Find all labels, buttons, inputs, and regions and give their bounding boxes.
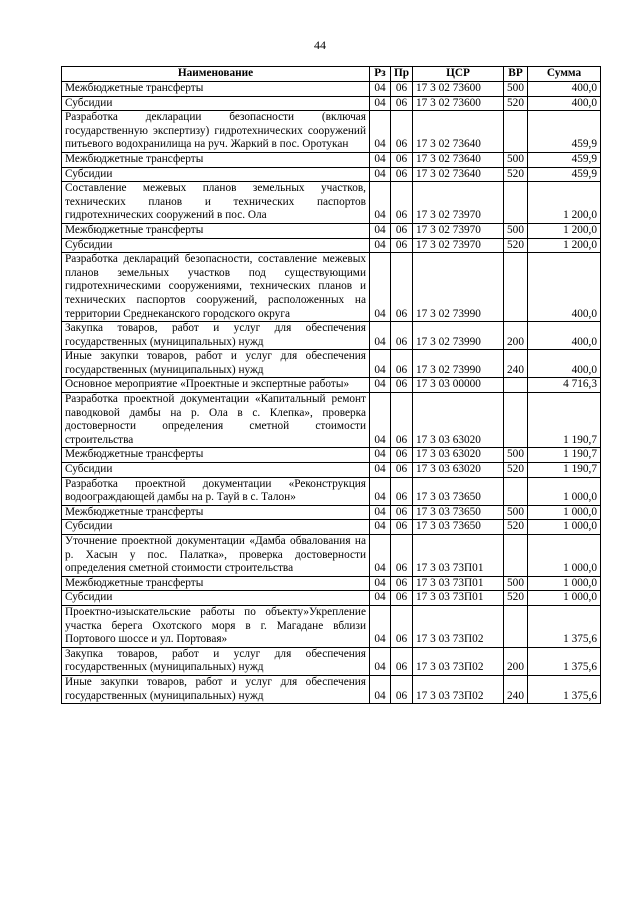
cell-sum: 4 716,3	[528, 378, 601, 393]
cell-sum: 400,0	[528, 350, 601, 378]
cell-rz: 04	[370, 647, 391, 675]
cell-rz: 04	[370, 111, 391, 153]
cell-name: Закупка товаров, работ и услуг для обеспечения государственных (муниципальных) нужд	[62, 647, 370, 675]
cell-name: Разработка деклараций безопасности, составление межевых планов земельных участков под существующими гидротехническими сооружениями, технических планов и технических паспортов сооружений, расположенных на территории Среднеканского городского округа	[62, 253, 370, 322]
cell-rz: 04	[370, 393, 391, 448]
table-row	[62, 477, 601, 505]
cell-csr: 17 3 02 73970	[413, 238, 504, 253]
cell-csr: 17 3 02 73990	[413, 322, 504, 350]
cell-sum: 1 190,7	[528, 393, 601, 448]
cell-name: Межбюджетные трансферты	[62, 223, 370, 238]
cell-pr: 06	[391, 350, 413, 378]
cell-csr: 17 3 02 73990	[413, 350, 504, 378]
cell-csr: 17 3 03 00000	[413, 378, 504, 393]
cell-name: Основное мероприятие «Проектные и экспертные работы»	[62, 378, 370, 393]
cell-sum: 1 375,6	[528, 605, 601, 647]
table-row	[62, 96, 601, 111]
cell-rz: 04	[370, 182, 391, 224]
cell-sum: 1 000,0	[528, 520, 601, 535]
table-row	[62, 350, 601, 378]
cell-vr: 520	[504, 96, 528, 111]
table-row	[62, 393, 601, 448]
cell-pr: 06	[391, 647, 413, 675]
cell-name: Субсидии	[62, 96, 370, 111]
column-header-vr: ВР	[504, 67, 528, 82]
cell-csr: 17 3 02 73970	[413, 223, 504, 238]
cell-rz: 04	[370, 238, 391, 253]
budget-table	[61, 66, 601, 704]
cell-rz: 04	[370, 253, 391, 322]
cell-vr: 520	[504, 463, 528, 478]
column-header-sum: Сумма	[528, 67, 601, 82]
cell-pr: 06	[391, 96, 413, 111]
cell-vr: 240	[504, 350, 528, 378]
cell-sum: 459,9	[528, 111, 601, 153]
cell-vr: 500	[504, 152, 528, 167]
cell-sum: 400,0	[528, 96, 601, 111]
cell-sum: 1 000,0	[528, 505, 601, 520]
cell-vr: 520	[504, 238, 528, 253]
table-row	[62, 253, 601, 322]
cell-pr: 06	[391, 167, 413, 182]
cell-sum: 400,0	[528, 322, 601, 350]
cell-csr: 17 3 02 73640	[413, 111, 504, 153]
cell-vr	[504, 393, 528, 448]
cell-vr	[504, 253, 528, 322]
table-row	[62, 111, 601, 153]
cell-sum: 1 200,0	[528, 223, 601, 238]
cell-vr	[504, 111, 528, 153]
cell-csr: 17 3 03 73П01	[413, 535, 504, 577]
table-row	[62, 591, 601, 606]
table-row	[62, 535, 601, 577]
cell-rz: 04	[370, 378, 391, 393]
cell-csr: 17 3 02 73600	[413, 82, 504, 97]
cell-rz: 04	[370, 463, 391, 478]
cell-pr: 06	[391, 378, 413, 393]
cell-pr: 06	[391, 238, 413, 253]
cell-pr: 06	[391, 505, 413, 520]
cell-name: Уточнение проектной документации «Дамба обвалования на р. Хасын у пос. Палатка», проверка достоверности определения сметной стоимости строительства	[62, 535, 370, 577]
table-row	[62, 322, 601, 350]
cell-name: Субсидии	[62, 520, 370, 535]
cell-rz: 04	[370, 322, 391, 350]
cell-sum: 459,9	[528, 167, 601, 182]
cell-sum: 1 200,0	[528, 182, 601, 224]
cell-pr: 06	[391, 322, 413, 350]
cell-csr: 17 3 03 73П02	[413, 647, 504, 675]
cell-rz: 04	[370, 520, 391, 535]
column-header-name: Наименование	[62, 67, 370, 82]
cell-vr: 500	[504, 576, 528, 591]
cell-rz: 04	[370, 477, 391, 505]
cell-name: Разработка проектной документации «Капитальный ремонт паводковой дамбы на р. Ола в с. Клепка», проверка достоверности определения сметной стоимости строительства	[62, 393, 370, 448]
cell-csr: 17 3 03 73П01	[413, 576, 504, 591]
cell-rz: 04	[370, 96, 391, 111]
table-row	[62, 463, 601, 478]
cell-pr: 06	[391, 535, 413, 577]
cell-vr	[504, 605, 528, 647]
table-row	[62, 448, 601, 463]
cell-rz: 04	[370, 152, 391, 167]
cell-pr: 06	[391, 605, 413, 647]
cell-vr: 520	[504, 167, 528, 182]
cell-csr: 17 3 03 63020	[413, 463, 504, 478]
cell-vr: 240	[504, 675, 528, 703]
cell-rz: 04	[370, 535, 391, 577]
cell-sum: 1 000,0	[528, 576, 601, 591]
cell-name: Закупка товаров, работ и услуг для обеспечения государственных (муниципальных) нужд	[62, 322, 370, 350]
cell-sum: 1 190,7	[528, 463, 601, 478]
cell-pr: 06	[391, 82, 413, 97]
cell-name: Разработка декларации безопасности (включая государственную экспертизу) гидротехнических сооружений питьевого водохранилища на руч. Жаркий в пос. Оротукан	[62, 111, 370, 153]
cell-name: Межбюджетные трансферты	[62, 82, 370, 97]
cell-sum: 1 375,6	[528, 647, 601, 675]
cell-vr: 500	[504, 223, 528, 238]
cell-vr: 500	[504, 448, 528, 463]
cell-csr: 17 3 02 73990	[413, 253, 504, 322]
cell-sum: 1 375,6	[528, 675, 601, 703]
cell-name: Иные закупки товаров, работ и услуг для обеспечения государственных (муниципальных) нужд	[62, 350, 370, 378]
cell-rz: 04	[370, 82, 391, 97]
cell-csr: 17 3 02 73640	[413, 152, 504, 167]
table-row	[62, 223, 601, 238]
cell-vr	[504, 182, 528, 224]
cell-csr: 17 3 03 73650	[413, 477, 504, 505]
cell-vr: 520	[504, 591, 528, 606]
cell-pr: 06	[391, 463, 413, 478]
table-row	[62, 167, 601, 182]
cell-vr: 520	[504, 520, 528, 535]
cell-pr: 06	[391, 675, 413, 703]
cell-name: Проектно-изыскательские работы по объекту»Укрепление участка берега Охотского моря в г. Магадане вблизи Портового шоссе и ул. Портовая»	[62, 605, 370, 647]
table-row	[62, 182, 601, 224]
cell-name: Межбюджетные трансферты	[62, 505, 370, 520]
table-row	[62, 647, 601, 675]
column-header-csr: ЦСР	[413, 67, 504, 82]
table-row	[62, 152, 601, 167]
cell-sum: 1 200,0	[528, 238, 601, 253]
cell-rz: 04	[370, 167, 391, 182]
table-row	[62, 576, 601, 591]
cell-pr: 06	[391, 182, 413, 224]
cell-sum: 1 000,0	[528, 535, 601, 577]
page-number: 44	[314, 38, 326, 52]
cell-csr: 17 3 03 73П02	[413, 675, 504, 703]
cell-rz: 04	[370, 675, 391, 703]
cell-pr: 06	[391, 576, 413, 591]
table-body	[62, 82, 601, 704]
cell-csr: 17 3 03 73650	[413, 520, 504, 535]
table-row	[62, 378, 601, 393]
cell-pr: 06	[391, 393, 413, 448]
column-header-pr: Пр	[391, 67, 413, 82]
cell-sum: 400,0	[528, 82, 601, 97]
cell-name: Межбюджетные трансферты	[62, 152, 370, 167]
cell-pr: 06	[391, 111, 413, 153]
cell-name: Субсидии	[62, 591, 370, 606]
cell-vr	[504, 477, 528, 505]
table-row	[62, 82, 601, 97]
cell-pr: 06	[391, 448, 413, 463]
cell-csr: 17 3 03 73П02	[413, 605, 504, 647]
cell-sum: 1 000,0	[528, 591, 601, 606]
cell-rz: 04	[370, 448, 391, 463]
cell-sum: 400,0	[528, 253, 601, 322]
cell-pr: 06	[391, 152, 413, 167]
cell-rz: 04	[370, 223, 391, 238]
cell-rz: 04	[370, 576, 391, 591]
cell-name: Межбюджетные трансферты	[62, 448, 370, 463]
cell-pr: 06	[391, 591, 413, 606]
cell-name: Межбюджетные трансферты	[62, 576, 370, 591]
table-row	[62, 520, 601, 535]
cell-vr	[504, 378, 528, 393]
cell-csr: 17 3 02 73640	[413, 167, 504, 182]
cell-csr: 17 3 03 63020	[413, 393, 504, 448]
cell-pr: 06	[391, 223, 413, 238]
cell-rz: 04	[370, 605, 391, 647]
table-row	[62, 675, 601, 703]
cell-vr	[504, 535, 528, 577]
cell-name: Иные закупки товаров, работ и услуг для обеспечения государственных (муниципальных) нужд	[62, 675, 370, 703]
table-header-row	[62, 67, 601, 82]
cell-name: Субсидии	[62, 463, 370, 478]
cell-pr: 06	[391, 253, 413, 322]
cell-pr: 06	[391, 477, 413, 505]
cell-csr: 17 3 02 73600	[413, 96, 504, 111]
cell-vr: 500	[504, 505, 528, 520]
table-row	[62, 238, 601, 253]
cell-rz: 04	[370, 591, 391, 606]
cell-csr: 17 3 03 73П01	[413, 591, 504, 606]
cell-csr: 17 3 02 73970	[413, 182, 504, 224]
cell-csr: 17 3 03 63020	[413, 448, 504, 463]
cell-name: Субсидии	[62, 238, 370, 253]
cell-csr: 17 3 03 73650	[413, 505, 504, 520]
cell-vr: 200	[504, 647, 528, 675]
cell-sum: 1 000,0	[528, 477, 601, 505]
cell-name: Субсидии	[62, 167, 370, 182]
cell-vr: 500	[504, 82, 528, 97]
cell-pr: 06	[391, 520, 413, 535]
column-header-rz: Рз	[370, 67, 391, 82]
cell-name: Составление межевых планов земельных участков, технических планов и технических паспортов гидротехнических сооружений в пос. Ола	[62, 182, 370, 224]
cell-name: Разработка проектной документации «Реконструкция водоограждающей дамбы на р. Тауй в с. Талон»	[62, 477, 370, 505]
table-row	[62, 605, 601, 647]
table-row	[62, 505, 601, 520]
cell-rz: 04	[370, 505, 391, 520]
cell-vr: 200	[504, 322, 528, 350]
cell-rz: 04	[370, 350, 391, 378]
cell-sum: 1 190,7	[528, 448, 601, 463]
cell-sum: 459,9	[528, 152, 601, 167]
